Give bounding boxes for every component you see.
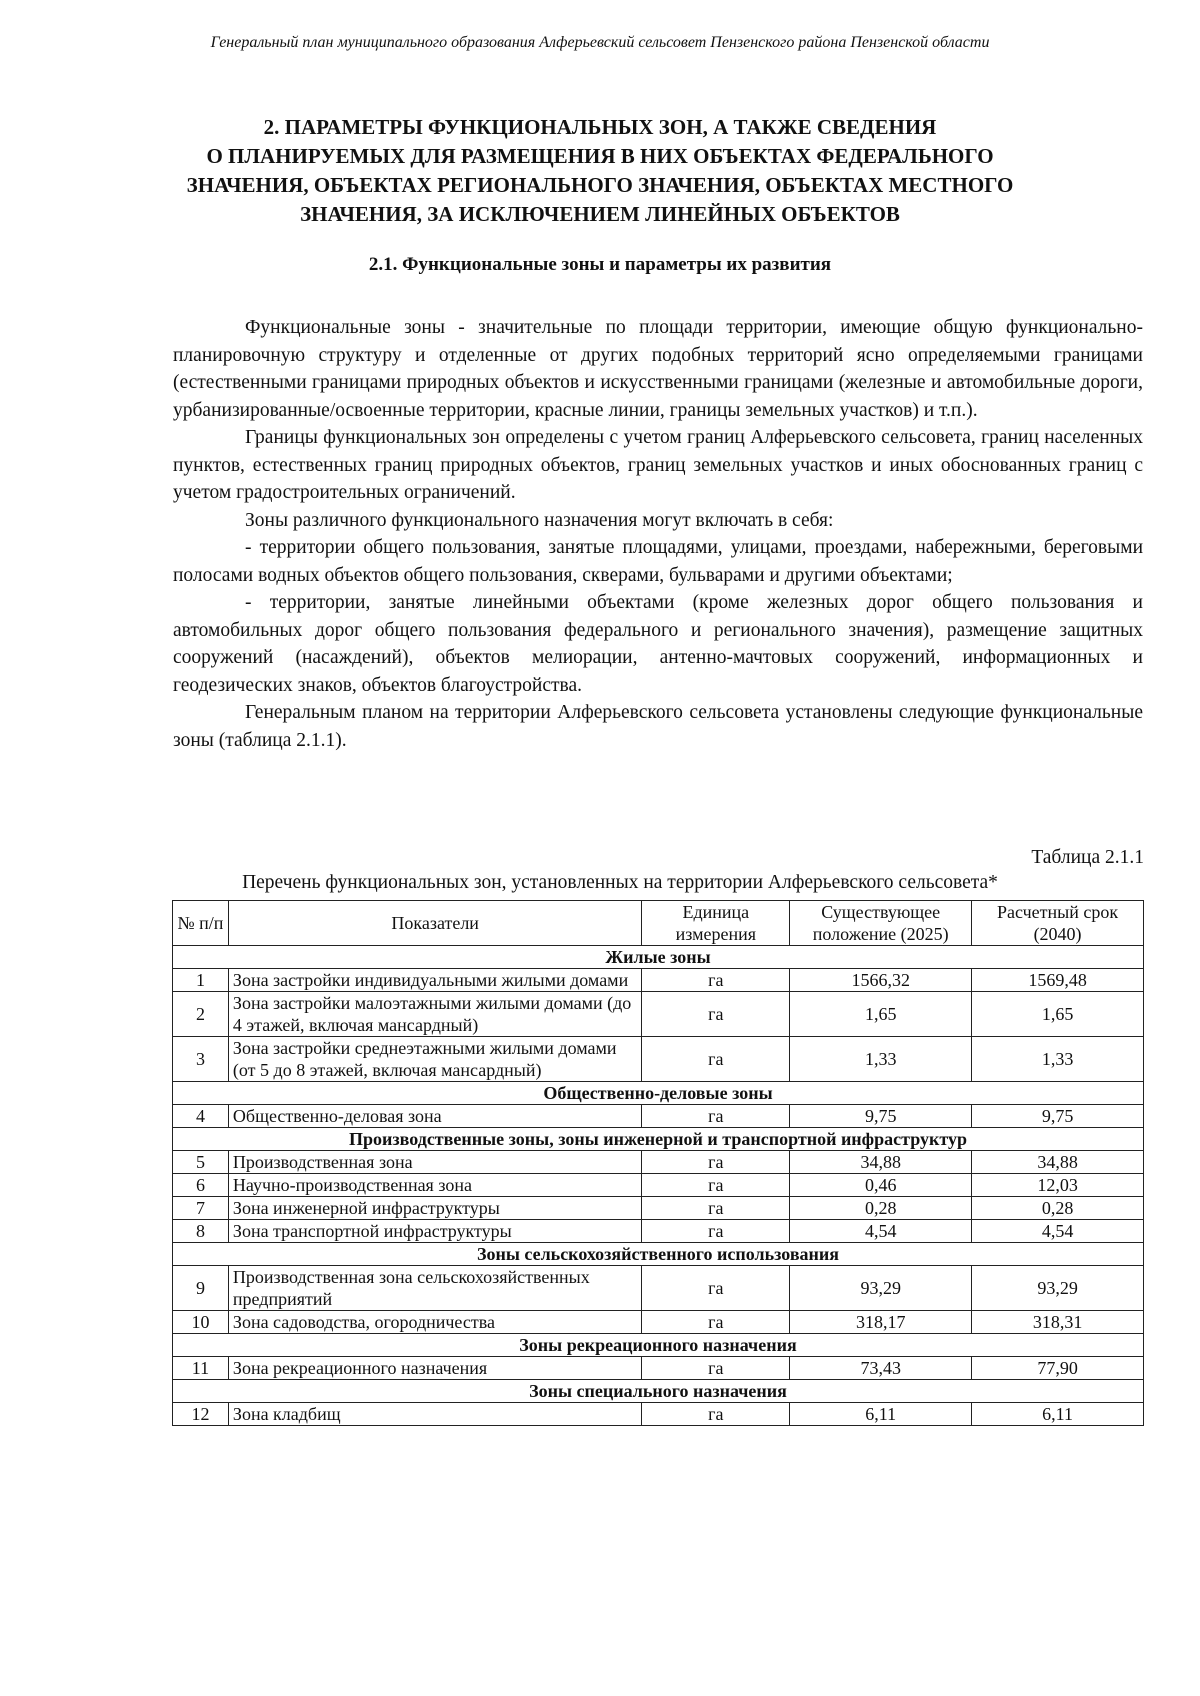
unit-cell: га — [642, 1037, 790, 1082]
planned-value: 1,33 — [972, 1037, 1144, 1082]
planned-value: 93,29 — [972, 1266, 1144, 1311]
unit-cell: га — [642, 1174, 790, 1197]
planned-value: 12,03 — [972, 1174, 1144, 1197]
table-row — [173, 1174, 1144, 1197]
table-row — [173, 1357, 1144, 1380]
section-title-cell: Жилые зоны — [173, 946, 1144, 969]
current-value: 1,33 — [790, 1037, 972, 1082]
row-number: 10 — [173, 1311, 229, 1334]
zone-name: Зона садоводства, огородничества — [228, 1311, 641, 1334]
current-value: 34,88 — [790, 1151, 972, 1174]
zone-name: Зона кладбищ — [228, 1403, 641, 1426]
table-row — [173, 1403, 1144, 1426]
unit-cell: га — [642, 1311, 790, 1334]
zone-name: Производственная зона сельскохозяйственных предприятий — [228, 1266, 641, 1311]
planned-value: 77,90 — [972, 1357, 1144, 1380]
planned-value: 318,31 — [972, 1311, 1144, 1334]
chapter-title-line: ЗНАЧЕНИЯ, ОБЪЕКТАХ РЕГИОНАЛЬНОГО ЗНАЧЕНИЯ, ОБЪЕКТАХ МЕСТНОГО — [186, 173, 1014, 197]
header-unit: Единица измерения — [642, 901, 790, 946]
table-row — [173, 1151, 1144, 1174]
section-title: 2.1. Функциональные зоны и параметры их развития — [368, 254, 832, 275]
header-indicator: Показатели — [228, 901, 641, 946]
current-value: 6,11 — [790, 1403, 972, 1426]
table-row — [173, 1220, 1144, 1243]
planned-value: 0,28 — [972, 1197, 1144, 1220]
table-body — [173, 946, 1144, 1426]
row-number: 4 — [173, 1105, 229, 1128]
unit-cell: га — [642, 969, 790, 992]
running-header: Генеральный план муниципального образования Алферьевский сельсовет Пензенского района Пензенской области — [210, 34, 990, 51]
paragraph: Генеральным планом на территории Алферьевского сельсовета установлены следующие функциональные зоны (таблица 2.1.1). — [173, 702, 1143, 751]
zone-name: Зона транспортной инфраструктуры — [228, 1220, 641, 1243]
planned-value: 4,54 — [972, 1220, 1144, 1243]
current-value: 4,54 — [790, 1220, 972, 1243]
current-value: 0,28 — [790, 1197, 972, 1220]
unit-cell: га — [642, 1197, 790, 1220]
current-value: 93,29 — [790, 1266, 972, 1311]
row-number: 9 — [173, 1266, 229, 1311]
table-row — [173, 1266, 1144, 1311]
unit-cell: га — [642, 1151, 790, 1174]
section-row — [173, 946, 1144, 969]
current-value: 1566,32 — [790, 969, 972, 992]
row-number: 1 — [173, 969, 229, 992]
row-number: 2 — [173, 992, 229, 1037]
unit-cell: га — [642, 1403, 790, 1426]
row-number: 3 — [173, 1037, 229, 1082]
zones-table — [172, 900, 1144, 1426]
planned-value: 9,75 — [972, 1105, 1144, 1128]
section-row — [173, 1380, 1144, 1403]
section-title-cell: Зоны рекреационного назначения — [173, 1334, 1144, 1357]
zone-name: Общественно-деловая зона — [228, 1105, 641, 1128]
section-title-cell: Общественно-деловые зоны — [173, 1082, 1144, 1105]
zone-name: Производственная зона — [228, 1151, 641, 1174]
row-number: 7 — [173, 1197, 229, 1220]
row-number: 6 — [173, 1174, 229, 1197]
table-header-row — [173, 901, 1144, 946]
section-title-cell: Зоны сельскохозяйственного использования — [173, 1243, 1144, 1266]
unit-cell: га — [642, 1266, 790, 1311]
unit-cell: га — [642, 992, 790, 1037]
paragraph: Функциональные зоны - значительные по площади территории, имеющие общую функционально-планировочную структуру и отделенные от других подобных территорий ясно определяемыми границами (естественными границами природных объектов и искусственными границами (железные и автомобильные дороги, урбанизированные/освоенные территории, красные линии, границы земельных участков) и т.п.). — [173, 317, 1143, 421]
section-title-cell: Производственные зоны, зоны инженерной и транспортной инфраструктур — [173, 1128, 1144, 1151]
table-row — [173, 1105, 1144, 1128]
section-row — [173, 1334, 1144, 1357]
table-row — [173, 969, 1144, 992]
zone-name: Зона застройки среднеэтажными жилыми домами (от 5 до 8 этажей, включая мансардный) — [228, 1037, 641, 1082]
planned-value: 1,65 — [972, 992, 1144, 1037]
chapter-title-line: ЗНАЧЕНИЯ, ЗА ИСКЛЮЧЕНИЕМ ЛИНЕЙНЫХ ОБЪЕКТОВ — [300, 202, 900, 226]
table-row — [173, 992, 1144, 1037]
table-row — [173, 1197, 1144, 1220]
table-row — [173, 1311, 1144, 1334]
section-title-cell: Зоны специального назначения — [173, 1380, 1144, 1403]
zone-name: Зона инженерной инфраструктуры — [228, 1197, 641, 1220]
current-value: 1,65 — [790, 992, 972, 1037]
paragraph: - территории общего пользования, занятые площадями, улицами, проездами, набережными, береговыми полосами водных объектов общего пользования, скверами, бульварами и другими объектами; — [173, 537, 1143, 586]
chapter-title-line: О ПЛАНИРУЕМЫХ ДЛЯ РАЗМЕЩЕНИЯ В НИХ ОБЪЕКТАХ ФЕДЕРАЛЬНОГО — [206, 144, 994, 168]
table-caption: Перечень функциональных зон, установленных на территории Алферьевского сельсовета* — [242, 872, 998, 893]
header-num: № п/п — [173, 901, 229, 946]
paragraph: Зоны различного функционального назначения могут включать в себя: — [245, 509, 834, 531]
row-number: 5 — [173, 1151, 229, 1174]
row-number: 12 — [173, 1403, 229, 1426]
current-value: 0,46 — [790, 1174, 972, 1197]
unit-cell: га — [642, 1105, 790, 1128]
header-planned: Расчетный срок (2040) — [972, 901, 1144, 946]
unit-cell: га — [642, 1357, 790, 1380]
paragraph: - территории, занятые линейными объектами (кроме железных дорог общего пользования и автомобильных дорог общего пользования федерального и регионального значения), размещение защитных сооружений (насаждений), объектов мелиорации, антенно-мачтовых сооружений, информационных и геодезических знаков, объектов благоустройства. — [173, 592, 1143, 696]
section-row — [173, 1082, 1144, 1105]
zone-name: Научно-производственная зона — [228, 1174, 641, 1197]
header-current: Существующее положение (2025) — [790, 901, 972, 946]
unit-cell: га — [642, 1220, 790, 1243]
current-value: 9,75 — [790, 1105, 972, 1128]
chapter-title — [150, 113, 1050, 229]
planned-value: 6,11 — [972, 1403, 1144, 1426]
body-text — [173, 314, 1143, 754]
zone-name: Зона застройки индивидуальными жилыми домами — [228, 969, 641, 992]
current-value: 318,17 — [790, 1311, 972, 1334]
current-value: 73,43 — [790, 1357, 972, 1380]
section-row — [173, 1243, 1144, 1266]
section-row — [173, 1128, 1144, 1151]
planned-value: 1569,48 — [972, 969, 1144, 992]
planned-value: 34,88 — [972, 1151, 1144, 1174]
zone-name: Зона рекреационного назначения — [228, 1357, 641, 1380]
chapter-title-line: 2. ПАРАМЕТРЫ ФУНКЦИОНАЛЬНЫХ ЗОН, А ТАКЖЕ СВЕДЕНИЯ — [263, 115, 937, 139]
table-row — [173, 1037, 1144, 1082]
row-number: 8 — [173, 1220, 229, 1243]
table-label: Таблица 2.1.1 — [1031, 847, 1144, 868]
zone-name: Зона застройки малоэтажными жилыми домами (до 4 этажей, включая мансардный) — [228, 992, 641, 1037]
row-number: 11 — [173, 1357, 229, 1380]
paragraph: Границы функциональных зон определены с учетом границ Алферьевского сельсовета, границ населенных пунктов, естественных границ природных объектов, границ земельных участков и иных обоснованных границ с учетом градостроительных ограничений. — [173, 427, 1143, 503]
